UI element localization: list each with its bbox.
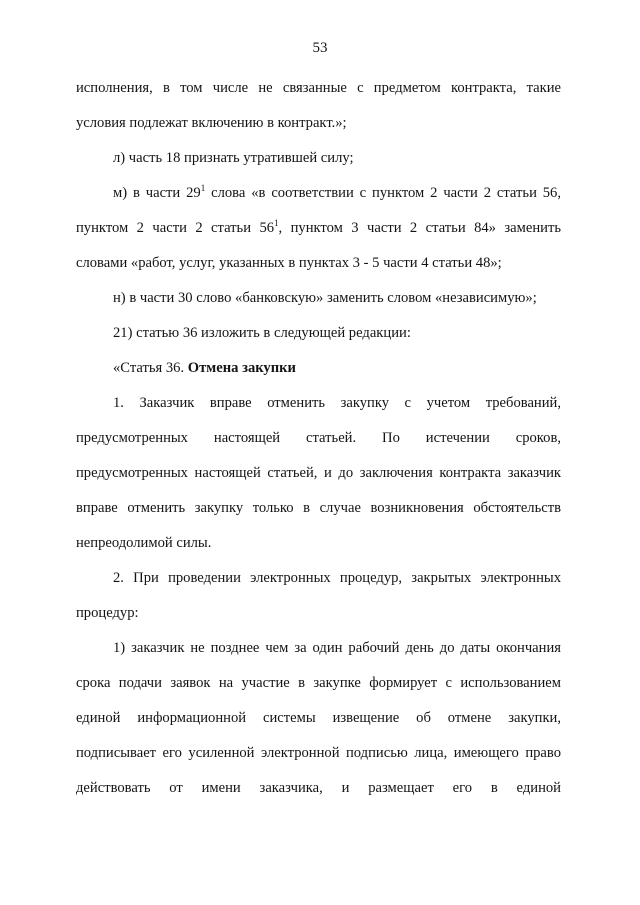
text-line [76,218,561,238]
text-line: подписывает его усиленной электронной подписью лица, имеющего право [76,745,561,761]
text-line: вправе отменить закупку только в случае возникновения обстоятельств [76,500,561,516]
text-line: предусмотренных настоящей статьей. По истечении сроков, [76,430,561,446]
text-line: словами «работ, услуг, указанных в пунктах 3 - 5 части 4 статьи 48»; [76,255,502,271]
text-line: исполнения, в том числе не связанные с предметом контракта, такие [76,80,561,96]
text-line: срока подачи заявок на участие в закупке формирует с использованием [76,675,561,691]
text-line: действовать от имени заказчика, и размещает его в единой [76,780,561,796]
page-number: 53 [312,40,328,56]
text-line: единой информационной системы извещение об отмене закупки, [76,710,561,726]
text-line: 2. При проведении электронных процедур, закрытых электронных [113,570,561,586]
article-heading [113,358,561,378]
text-line: н) в части 30 слово «банковскую» заменить словом «независимую»; [113,290,537,306]
text-fragment: , пунктом 3 части 2 статьи 84» заменить [278,220,561,236]
text-fragment: пунктом 2 части 2 статьи 56 [76,220,275,236]
article-title: Отмена закупки [187,360,296,376]
text-line: условия подлежат включению в контракт.»; [76,115,347,131]
text-line: 1. Заказчик вправе отменить закупку с учетом требований, [113,395,561,411]
text-line: предусмотренных настоящей статьей, и до заключения контракта заказчик [76,465,561,481]
superscript: 1 [274,218,279,229]
superscript: 1 [200,183,206,194]
text-line: л) часть 18 признать утратившей силу; [113,150,354,166]
text-line [113,183,561,203]
text-line: 1) заказчик не позднее чем за один рабочий день до даты окончания [113,640,561,656]
text-fragment: м) в части 29 [113,185,201,201]
text-fragment: слова «в соответствии с пунктом 2 части 2 статьи 56, [205,185,562,201]
text-line: непреодолимой силы. [76,535,212,551]
text-line: 21) статью 36 изложить в следующей редакции: [113,325,411,341]
article-number: «Статья 36. [113,360,188,376]
text-line: процедур: [76,605,139,621]
